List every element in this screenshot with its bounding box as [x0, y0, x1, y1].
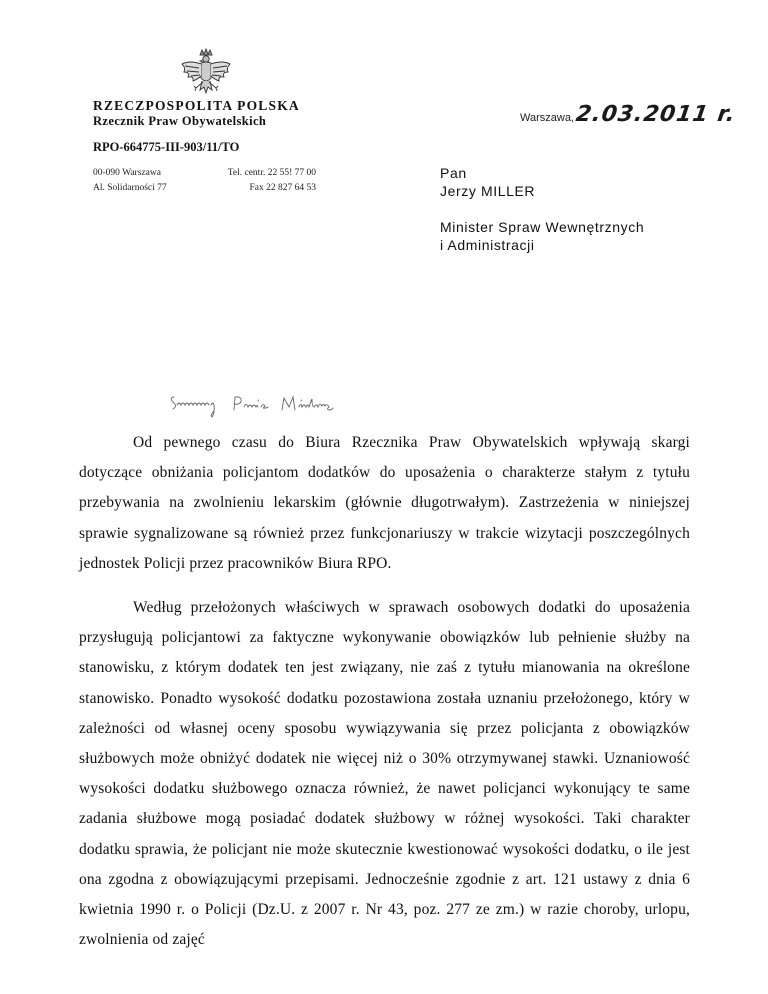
handwritten-salutation — [168, 392, 358, 422]
recipient-name: Jerzy MILLER — [440, 183, 536, 199]
reference-number: RPO-664775-III-903/11/TO — [93, 140, 240, 154]
recipient-ministry: i Administracji — [440, 237, 535, 253]
fax-line: Fax 22 827 64 53 — [249, 183, 316, 193]
recipient-block — [440, 164, 644, 254]
letter-body — [79, 428, 690, 969]
phone-block — [206, 166, 316, 196]
eagle-emblem-icon — [178, 48, 234, 100]
recipient-position: Minister Spraw Wewnętrznych — [440, 219, 645, 235]
place-and-date — [520, 102, 736, 127]
body-paragraph: Według przełożonych właściwych w sprawach osobowych dodatki do uposażenia przysługują policjantowi za faktyczne wykonywanie obowiązków lub pełnienie służby na stanowisku, z którym dodatek ten jest związany, nie zaś z tytułu mianowania na określone stanowisko. Ponadto wysokość dodatku pozostawiona została uznaniu przełożonego, który w zależności od własnej oceny sposobu wywiązywania się przez policjanta z obowiązków służbowych może obniżyć dodatek nie więcej niż o 30% otrzymywanej stawki. Uznaniowość wysokości dodatku służbowego oznacza również, że nawet policjanci wykonujący te same zadania służbowe mogą posiadać dodatek służbowy w różnej wysokości. Taki charakter dodatku sprawia, że policjant nie może skutecznie kwestionować wysokości dodatku, o ile jest ona zgodna z obowiązującymi przepisami. Jednocześnie zgodnie z art. 121 ustawy z dnia 6 kwietnia 1990 r. o Policji (Dz.U. z 2007 r. Nr 43, poz. 277 ze zm.) w razie choroby, urlopu, zwolnienia od zajęć — [79, 599, 690, 949]
country-name: RZECZPOSPOLITA POLSKA — [93, 98, 300, 113]
address-line: 00-090 Warszawa — [93, 168, 161, 178]
address-block — [93, 166, 167, 196]
issuer-block — [93, 98, 300, 128]
phone-line: Tel. centr. 22 55! 77 00 — [227, 168, 316, 178]
office-name: Rzecznik Praw Obywatelskich — [93, 113, 267, 128]
body-paragraph: Od pewnego czasu do Biura Rzecznika Praw Obywatelskich wpływają skargi dotyczące obniżania policjantom dodatków do uposażenia o charakterze stałym z tytułu przebywania na zwolnieniu lekarskim (głównie długotrwałym). Zastrzeżenia w niniejszej sprawie sygnalizowane są również przez funkcjonariuszy w trakcie wizytacji poszczególnych jednostek Policji przez pracowników Biura RPO. — [79, 434, 690, 572]
address-line: Al. Solidarności 77 — [93, 183, 167, 193]
handwritten-date: 2.03.2011 r. — [574, 102, 738, 127]
city-label: Warszawa, — [520, 112, 574, 124]
recipient-title: Pan — [440, 165, 467, 181]
